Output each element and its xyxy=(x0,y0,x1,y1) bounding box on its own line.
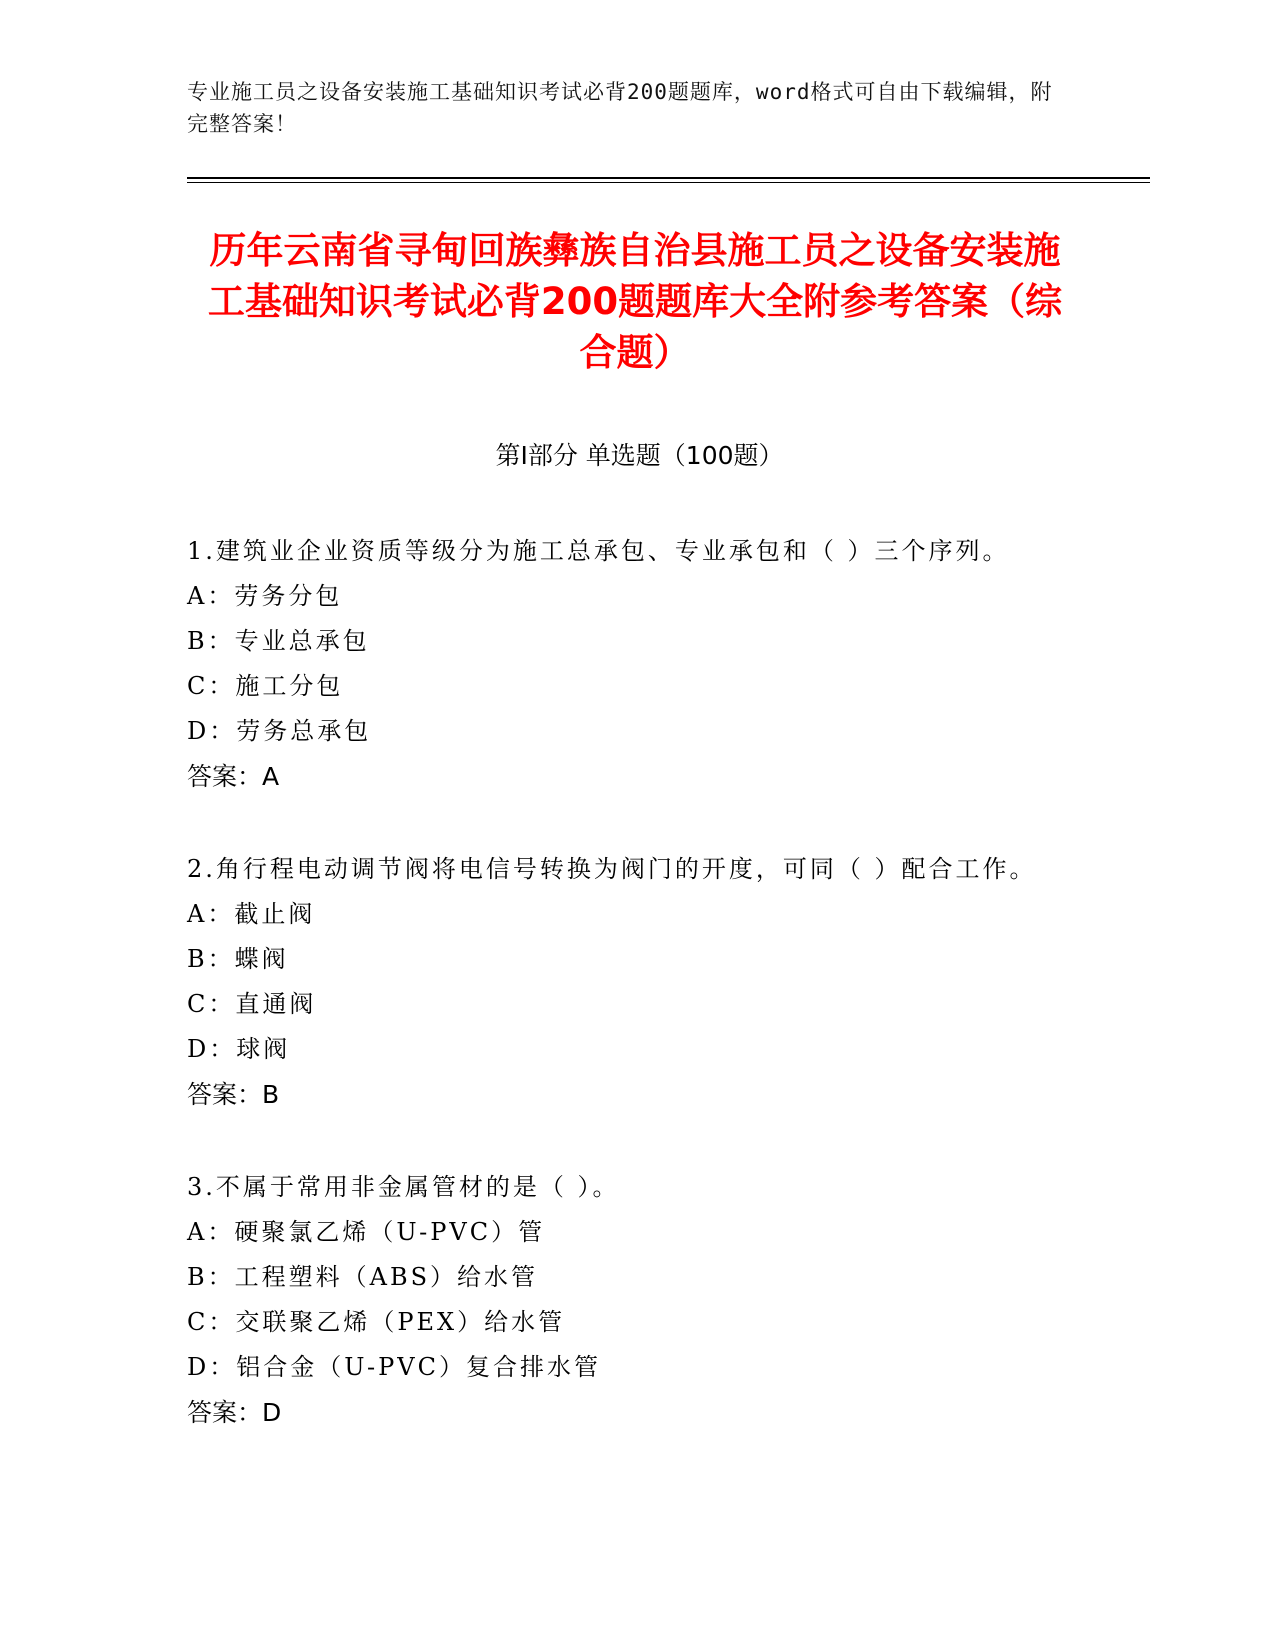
answer-line: 答案：A xyxy=(187,762,280,791)
header-divider-thin xyxy=(187,182,1150,183)
option-b: B：蝶阀 xyxy=(187,945,289,973)
option-b: B：专业总承包 xyxy=(187,627,370,655)
question-item xyxy=(187,1164,1087,1435)
header-divider-thick xyxy=(187,177,1150,179)
question-stem: 1.建筑业企业资质等级分为施工总承包、专业承包和（ ）三个序列。 xyxy=(187,537,1010,565)
question-stem: 2.角行程电动调节阀将电信号转换为阀门的开度，可同（ ）配合工作。 xyxy=(187,855,1037,883)
document-title: 历年云南省寻甸回族彝族自治县施工员之设备安装施工基础知识考试必背200题题库大全附参考答案（综合题） xyxy=(207,229,1063,374)
question-stem: 3.不属于常用非金属管材的是（ ）。 xyxy=(187,1173,620,1201)
section-heading: 第I部分 单选题（100题） xyxy=(495,441,784,470)
question-list xyxy=(187,528,1087,1482)
header-note: 专业施工员之设备安装施工基础知识考试必背200题题库，word格式可自由下载编辑，附完整答案！ xyxy=(187,80,1053,136)
option-d: D：劳务总承包 xyxy=(187,717,372,745)
option-c: C：直通阀 xyxy=(187,990,317,1018)
answer-line: 答案：D xyxy=(187,1398,282,1427)
answer-line: 答案：B xyxy=(187,1080,280,1109)
option-d: D：铝合金（U-PVC）复合排水管 xyxy=(187,1353,601,1381)
option-a: A：劳务分包 xyxy=(187,582,343,610)
option-c: C：交联聚乙烯（PEX）给水管 xyxy=(187,1308,566,1336)
question-item xyxy=(187,846,1087,1117)
option-b: B：工程塑料（ABS）给水管 xyxy=(187,1263,539,1291)
option-a: A：硬聚氯乙烯（U-PVC）管 xyxy=(187,1218,546,1246)
question-item xyxy=(187,528,1087,799)
option-d: D：球阀 xyxy=(187,1035,291,1063)
option-a: A：截止阀 xyxy=(187,900,316,928)
option-c: C：施工分包 xyxy=(187,672,344,700)
